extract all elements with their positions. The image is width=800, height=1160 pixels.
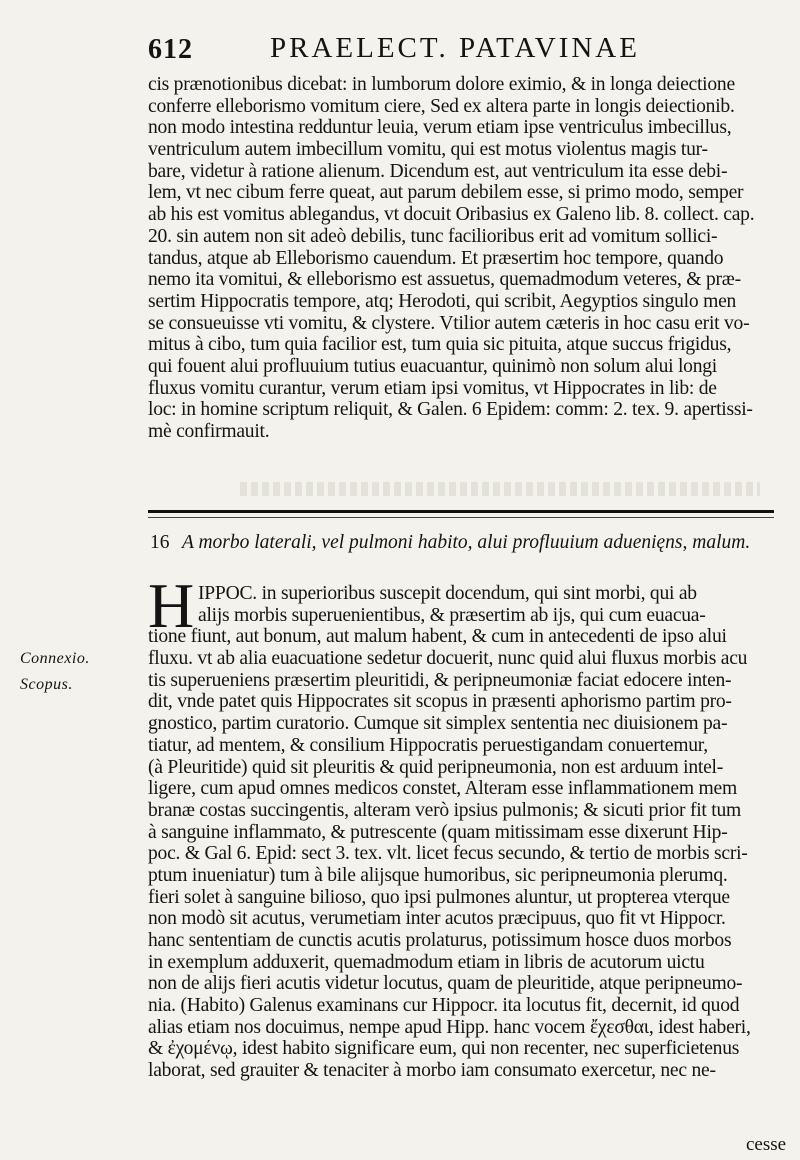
text-line: non modo intestina redduntur leuia, verum etiam ipse ventriculus imbecillus, bbox=[148, 117, 732, 139]
commentary-paragraph-2 bbox=[148, 583, 774, 1082]
text-line: nia. (Habito) Galenus examinans cur Hippocr. ita locutus fit, decernit, id quod bbox=[148, 995, 740, 1017]
text-line: sertim Hippocratis tempore, atq; Herodoti, qui scribit, Aegyptios singulo men bbox=[148, 290, 737, 312]
text-line: fluxu. vt ab alia euacuatione sedetur docuerit, nunc quid alui fluxus morbis acu bbox=[148, 648, 748, 670]
text-line: alias etiam nos docuimus, nempe apud Hipp. hanc vocem ἔχεσθαι, idest haberi, bbox=[148, 1016, 751, 1038]
text-line: fieri solet à sanguine bilioso, quo ipsi pulmones aluntur, ut propterea vterque bbox=[148, 886, 730, 908]
text-line: nemo ita vomitui, & elleborismo est assuetus, quemadmodum veteres, & præ- bbox=[148, 269, 741, 291]
text-line: ab his est vomitus ablegandus, vt docuit Oribasius ex Galeno lib. 8. collect. cap. bbox=[148, 204, 755, 226]
text-line: ptum inueniatur) tum à bile alijsque humoribus, sic peripneumonia plerumq. bbox=[148, 864, 728, 886]
text-line: se consueuisse vti vomitu, & clystere. Vtilior autem cæteris in hoc casu erit vo- bbox=[148, 312, 750, 334]
text-line: poc. & Gal 6. Epid: sect 3. tex. vlt. licet fecus secundo, & tertio de morbis scri- bbox=[148, 843, 748, 865]
text-line: in exemplum adduxerit, quemadmodum etiam in libris de acutorum uictu bbox=[148, 951, 705, 973]
text-line: cis prænotionibus dicebat: in lumborum dolore eximio, & in longa deiectione bbox=[148, 74, 735, 95]
text-line: gnostico, partim curatorio. Cumque sit simplex sententia nec diuisionem pa- bbox=[148, 713, 728, 735]
text-line: 20. sin autem non sit adeò debilis, tunc facilioribus erit ad vomitum sollici- bbox=[148, 225, 718, 247]
margin-note-connexio: Connexio. bbox=[20, 650, 90, 667]
text-line: ligere, cum apud omnes medicos constet, Alteram esse inflammationem mem bbox=[148, 778, 737, 800]
text-line: lem, vt nec cibum ferre queat, aut parum debilem esse, si primo modo, semper bbox=[148, 182, 744, 204]
aphorism-heading bbox=[150, 532, 770, 554]
margin-note-scopus: Scopus. bbox=[20, 676, 73, 693]
text-line: loc: in homine scriptum reliquit, & Galen. 6 Epidem: comm: 2. tex. 9. apertissi- bbox=[148, 399, 753, 421]
text-line: bare, videtur à ratione alienum. Dicendum est, aut ventriculum ita esse debi- bbox=[148, 160, 728, 182]
text-line: (à Pleuritide) quid sit pleuritis & quid peripneumonia, non est arduum intel- bbox=[148, 756, 723, 778]
page-header bbox=[148, 32, 768, 72]
drop-initial: H bbox=[148, 570, 195, 641]
text-line: dit, vnde patet quis Hippocrates sit scopus in præsenti aphorismo partim pro- bbox=[148, 691, 732, 713]
text-line: & ἐχομένῳ, idest habito significare eum, qui non recenter, nec superficietenus bbox=[148, 1038, 740, 1060]
running-title: PRAELECT. PATAVINAE bbox=[270, 32, 640, 64]
text-line: tione fiunt, aut bonum, aut malum habent, & cum in antecedenti de ipso alui bbox=[148, 626, 727, 648]
text-line: tandus, atque ab Elleborismo cauendum. Et præsertim hoc tempore, quando bbox=[148, 247, 724, 269]
text-line: à sanguine inflammato, & putrescente (quam mitissimam esse dixerunt Hip- bbox=[148, 821, 728, 843]
text-line: branæ costas succingentis, alteram verò ipsius pulmonis; & sicuti prior fit tum bbox=[148, 799, 742, 821]
page-number: 612 bbox=[148, 34, 193, 65]
text-line: alijs morbis superuenientibus, & præsertim ab ijs, qui cum euacua- bbox=[198, 604, 706, 626]
section-divider bbox=[148, 510, 774, 513]
catchword: cesse bbox=[746, 1134, 787, 1155]
aphorism-text: A morbo laterali, vel pulmoni habito, alui profluuium aduenięns, malum. bbox=[182, 532, 751, 553]
text-line: qui fouent alui profluuium tutius euacuantur, quinimò non solum alui longi bbox=[148, 355, 717, 377]
bleed-through-texture bbox=[240, 482, 760, 496]
text-line: non modò sit acutus, verumetiam inter acutos præcipuus, quo fit vt Hippocr. bbox=[148, 908, 726, 930]
text-line: mitus à cibo, tum quia facilior est, tum quia sic pituita, atque succus frigidus, bbox=[148, 334, 732, 356]
text-line: fluxus vomitu curantur, verum etiam ipsi vomitus, vt Hippocrates in lib: de bbox=[148, 377, 717, 399]
text-line: laborat, sed grauiter & tenaciter à morbo iam consumato exercetur, nec ne- bbox=[148, 1060, 716, 1082]
text-line: tis superueniens præsertim pleuritidi, & peripneumoniæ faciat edocere inten- bbox=[148, 669, 732, 691]
commentary-paragraph-1 bbox=[148, 74, 774, 443]
aphorism-number: 16 bbox=[150, 532, 170, 553]
section-divider-thin bbox=[148, 517, 774, 518]
text-line: non de alijs fieri acutis videtur locutus, quam de pleuritide, atque peripneumo- bbox=[148, 973, 743, 995]
text-line: mè confirmauit. bbox=[148, 421, 270, 442]
text-line: conferre elleborismo vomitum ciere, Sed ex altera parte in longis deiectionib. bbox=[148, 95, 735, 117]
text-line: tiatur, ad mentem, & consilium Hippocratis peruestigandam conuertemur, bbox=[148, 734, 708, 756]
text-line: ventriculum autem imbecillum vomitu, qui est motus violentus magis tur- bbox=[148, 139, 708, 161]
text-line: IPPOC. in superioribus suscepit docendum, qui sint morbi, qui ab bbox=[198, 583, 697, 604]
text-line: hanc sententiam de cunctis acutis prolaturus, potissimum hosce duos morbos bbox=[148, 930, 732, 951]
